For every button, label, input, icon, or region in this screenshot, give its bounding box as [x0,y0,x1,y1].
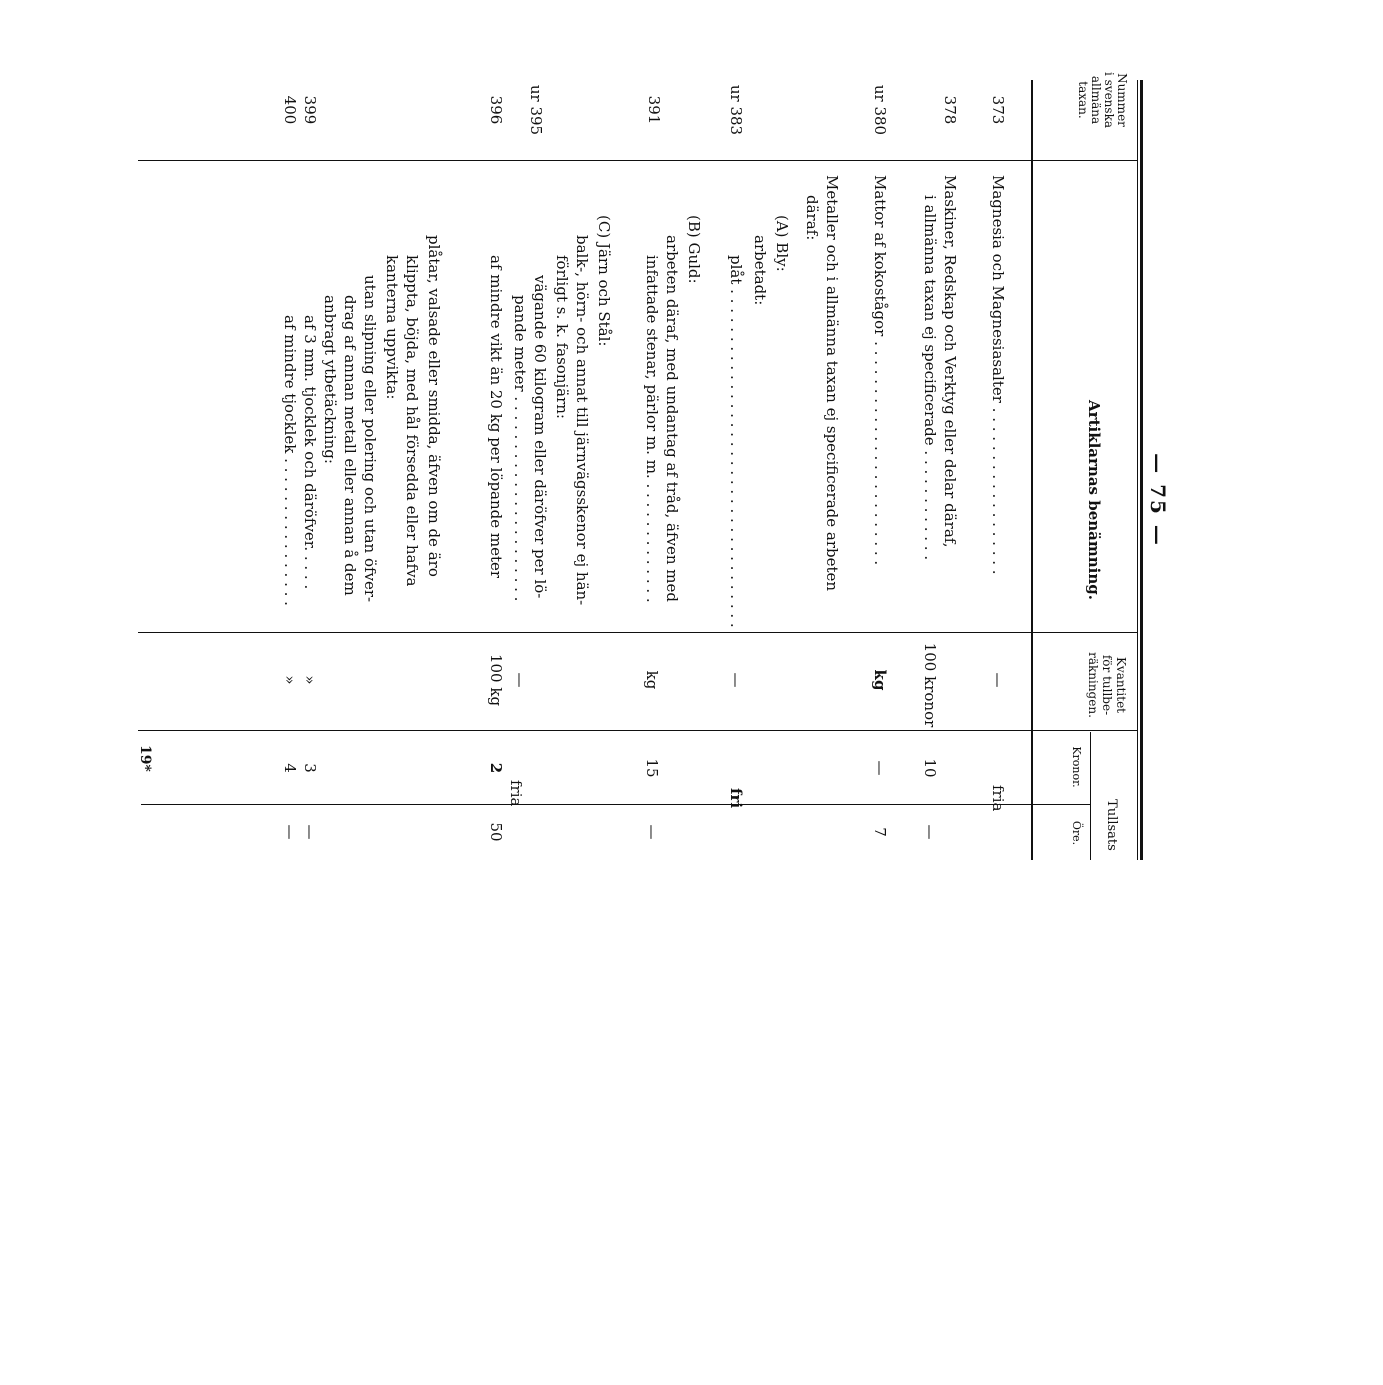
header-quantity-column [1086,630,1128,740]
row-text: klippta, böjda, med hål försedda eller hafva [403,255,421,587]
row-number: 399 [301,95,319,125]
row-quantity: — [727,672,745,688]
row-ore: — [281,824,299,840]
row-ore: — [643,824,661,840]
row-duty-free: fri [727,788,745,809]
row-quantity: kg [643,670,661,690]
column-divider-kronor [141,804,1091,805]
row-text: infattade stenar, pärlor m. m. . . . . . . . . . . . . . [643,255,661,603]
header-number-line: Nummer [1115,73,1129,127]
row-text: plåt . . . . . . . . . . . . . . . . . . . . . . . . . . . . . . . . . . . . [727,255,745,628]
header-quantity-line: räkningen. [1086,652,1100,718]
row-ore: 7 [871,827,889,837]
row-ore: — [301,824,319,840]
row-kronor: 3 [301,763,319,773]
tariff-subheader-rule [1090,732,1091,860]
subsection-heading: (C) Järn och Stål: [595,215,613,347]
row-quantity: kg [871,669,889,691]
row-text: vägande 60 kilogram eller däröfver per lö- [531,275,549,599]
row-text: anbragt ytbetäckning: [321,295,339,464]
digitization-text [0,995,1,1355]
row-kronor: 15 [643,758,661,778]
header-rule [1031,80,1033,860]
row-text: utan slipning eller polering och utan öfver- [361,275,379,603]
row-duty-free: fria [507,780,525,807]
row-kronor: — [871,760,889,776]
row-ore: 50 [487,822,505,842]
row-quantity: 100 kronor [921,642,939,728]
row-number: 373 [989,95,1007,125]
row-text: Mattor af kokostågor . . . . . . . . . . . . . . . . . . . . . . . . [871,175,889,566]
row-text: drag af annan metall eller annan å dem [341,295,359,596]
page-number: — 75 — [1146,453,1170,547]
row-text: plåtar, valsade eller smidda, äfven om de äro [425,235,443,577]
digitization-note [0,995,2,1385]
header-tariff-column: Tullsats [1104,799,1119,851]
row-duty-free: fria [989,785,1007,812]
row-quantity: » [281,675,299,685]
section-heading: Metaller och i allmänna taxan ej specificerade arbeten [823,175,841,592]
row-text: pande meter . . . . . . . . . . . . . . . . . . . . . . [511,295,529,602]
row-number: ur 395 [527,84,545,136]
top-rule-thin [1137,80,1138,860]
row-text: af mindre tjocklek . . . . . . . . . . . . . . . . [281,315,299,606]
row-text: af mindre vikt än 20 kg per löpande meter [487,255,505,579]
row-number: ur 383 [727,84,745,136]
row-text: förligt s. k. fasonjärn: [553,255,571,419]
row-number: ur 380 [871,84,889,136]
header-kronor: Kronor. [1070,746,1083,788]
header-number-line: taxan. [1076,81,1090,119]
row-text: balk-, hörn- och annat till järnvägsskenor ej hän- [573,235,591,606]
header-quantity-line: för tullbe- [1100,654,1114,716]
subsection-heading: arbetadt: [751,235,769,306]
header-quantity-line: Kvantitet [1114,656,1128,714]
row-number: 378 [941,95,959,125]
row-text: kanterna uppvikta: [383,255,401,400]
row-kronor: 10 [921,758,939,778]
header-name-column: Artiklarnas benämning. [1085,400,1103,600]
row-ore: — [921,824,939,840]
row-text: Maskiner, Redskap och Verktyg eller delar däraf, [941,175,959,548]
row-number: 391 [645,95,663,125]
row-quantity: 100 kg [487,653,505,707]
header-ore: Öre. [1070,820,1083,846]
header-number-column [1076,60,1128,140]
section-heading: däraf: [803,195,821,241]
row-quantity: — [511,672,529,688]
row-kronor: 2 [487,762,505,774]
top-rule [1140,80,1143,860]
row-quantity: — [989,672,1007,688]
header-number-line: allmäna [1089,75,1103,125]
row-text: af 3 mm. tjocklek och däröfver. . . . . [301,315,319,590]
row-text: i allmänna taxan ej specificerade . . . . . . . . . . . . [921,195,939,561]
row-quantity: » [301,675,319,685]
subsection-heading: (A) Bly: [773,215,791,272]
row-kronor: 4 [281,763,299,773]
row-text: arbeten däraf, med undantag af tråd, äfven med [663,235,681,602]
row-number: 396 [487,95,505,125]
printer-signature: 19* [137,745,153,772]
subsection-heading: (B) Guld: [685,215,703,284]
row-text: Magnesia och Magnesiasalter . . . . . . . . . . . . . . . . . . [989,175,1007,575]
header-number-line: i svenska [1102,71,1116,128]
row-number: 400 [281,95,299,125]
